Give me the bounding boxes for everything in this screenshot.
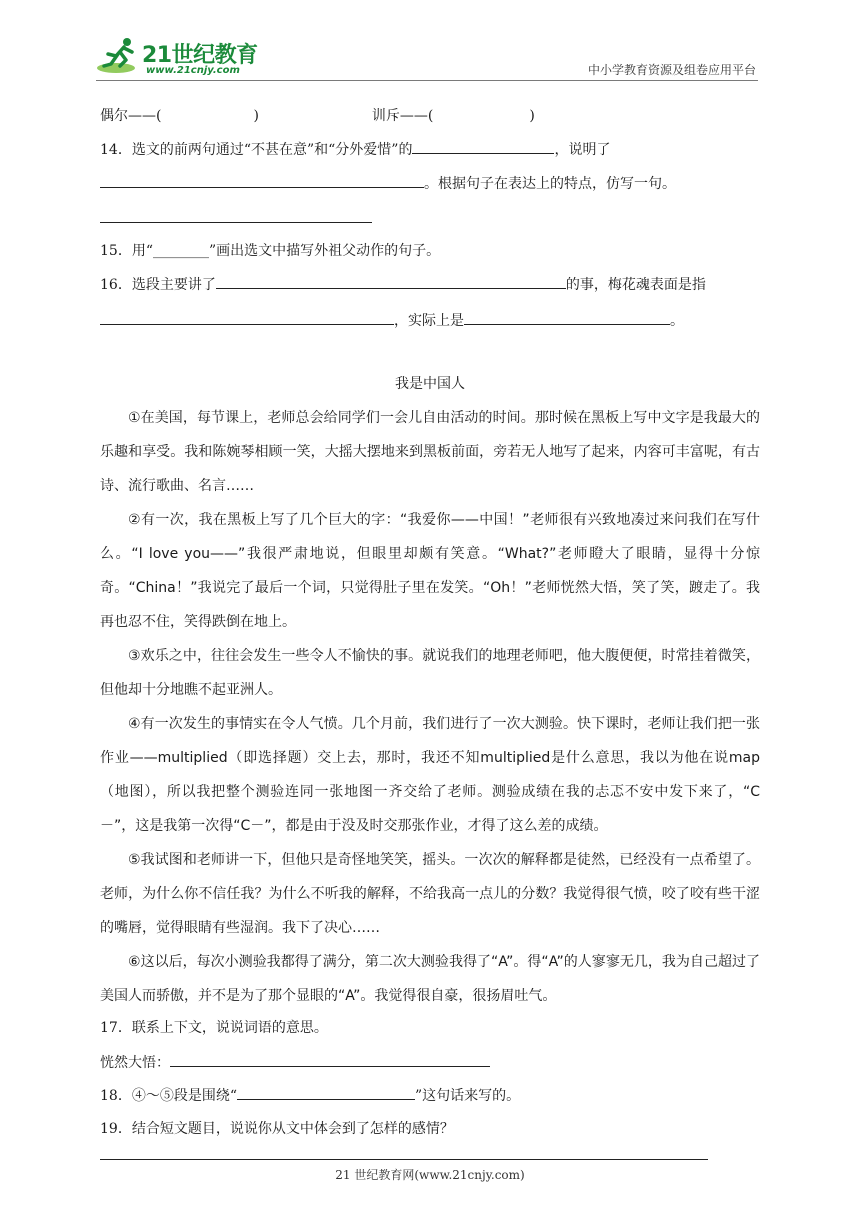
- question-16-blank-3[interactable]: [464, 310, 670, 325]
- question-18: [100, 1085, 520, 1106]
- passage-paragraph-5: ⑤我试图和老师讲一下，但他只是奇怪地笑笑，摇头。一次次的解释都是徒然，已经没有一点希望了。老师，为什么你不信任我？为什么不听我的解释，不给我高一点儿的分数？我觉得很气愤，咬了咬有些干涩的嘴唇，觉得眼睛有些湿润。我下了决心……: [100, 852, 760, 936]
- passage-paragraph-2: ②有一次，我在黑板上写了几个巨大的字：“我爱你——中国！”老师很有兴致地凑过来问我们在写什么。“I love you——”我很严肃地说，但眼里却颇有笑意。“What?”老师瞪大了眼睛，显得十分惊奇。“China！”我说完了最后一个词，只觉得肚子里在发笑。“Oh！”老师恍然大悟，笑了笑，踱走了。我再也忍不住，笑得跌倒在地上。: [100, 512, 760, 630]
- footer-divider: [100, 1159, 708, 1160]
- question-15-blank-marker: ________: [152, 243, 209, 259]
- question-18-blank[interactable]: [237, 1085, 415, 1100]
- question-14-text-3: 。根据句子在表达上的特点，仿写一句。: [424, 176, 676, 192]
- passage-paragraph-3: ③欢乐之中，往往会发生一些令人不愉快的事。就说我们的地理老师吧，他大腹便便，时常挂着微笑，但他却十分地瞧不起亚洲人。: [100, 648, 760, 698]
- page-footer: 21 世纪教育网(www.21cnjy.com): [335, 1168, 525, 1182]
- page-header: [96, 30, 758, 82]
- question-14-answer-line[interactable]: [100, 222, 372, 223]
- logo-url: www.21cnjy.com: [146, 65, 240, 76]
- question-19: 19．结合短文题目，说说你从文中体会到了怎样的感情？: [100, 1121, 454, 1137]
- question-16-line-2: [100, 310, 684, 331]
- vocab-close-1: ): [253, 108, 259, 124]
- question-18-text-2: ”这句话来写的。: [414, 1088, 521, 1104]
- question-14-text-2: ，说明了: [554, 142, 611, 158]
- question-14-blank-2[interactable]: [100, 173, 424, 188]
- header-divider: [96, 80, 758, 81]
- vocab-close-2: ): [529, 108, 535, 124]
- question-17-term: 恍然大悟：: [100, 1055, 170, 1071]
- question-14-line-2: [100, 173, 676, 194]
- question-16-blank-2[interactable]: [100, 310, 394, 325]
- platform-name: 中小学教育资源及组卷应用平台: [587, 63, 756, 77]
- vocab-word-2: 训斥——(: [371, 108, 434, 124]
- passage-paragraph-6: ⑥这以后，每次小测验我都得了满分，第二次大测验我得了“A”。得“A”的人寥寥无几，我为自己超过了美国人而骄傲，并不是为了那个显眼的“A”。我觉得很自豪，很扬眉吐气。: [100, 954, 760, 1004]
- running-figure-icon: [96, 36, 146, 76]
- question-16-blank-1[interactable]: [216, 274, 566, 289]
- question-17-blank[interactable]: [170, 1052, 490, 1067]
- question-16-text-3: ，实际上是: [394, 313, 464, 329]
- question-15: [100, 241, 440, 261]
- question-14-line-1: [100, 139, 610, 160]
- site-logo[interactable]: [96, 34, 266, 80]
- question-15-text-1: 15．用“: [100, 243, 153, 259]
- reading-passage: [100, 367, 760, 1013]
- question-14-blank-1[interactable]: [412, 139, 554, 154]
- question-17: 17．联系上下文，说说词语的意思。: [100, 1020, 328, 1036]
- vocab-word-1: 偶尔——(: [100, 108, 162, 124]
- question-14-text-1: 14．选文的前两句通过“不甚在意”和“分外爱惜”的: [100, 142, 413, 158]
- question-16-text-2: 的事，梅花魂表面是指: [565, 277, 706, 293]
- passage-paragraph-1: ①在美国，每节课上，老师总会给同学们一会儿自由活动的时间。那时候在黑板上写中文字是我最大的乐趣和享受。我和陈婉琴相顾一笑，大摇大摆地来到黑板前面，旁若无人地写了起来，内容可丰富呢，有古诗、流行歌曲、名言……: [100, 410, 760, 494]
- question-15-text-2: ”画出选文中描写外祖父动作的句子。: [208, 243, 441, 259]
- question-16-text-1: 16．选段主要讲了: [100, 277, 216, 293]
- passage-title: 我是中国人: [395, 376, 465, 392]
- question-18-text-1: 18．④～⑤段是围绕“: [100, 1088, 237, 1104]
- passage-paragraph-4: ④有一次发生的事情实在令人气愤。几个月前，我们进行了一次大测验。快下课时，老师让我们把一张作业——multiplied（即选择题）交上去，那时，我还不知multiplied是什么意思，我以为他在说map（地图），所以我把整个测验连同一张地图一齐交给了老师。测验成绩在我的忐忑不安中发下来了，“C－”，这是我第一次得“C－”，都是由于没及时交那张作业，才得了这么差的成绩。: [100, 716, 760, 834]
- question-16-text-4: 。: [670, 313, 684, 329]
- logo-text: 21世纪教育: [142, 43, 258, 68]
- question-16-line-1: [100, 274, 706, 295]
- vocab-line: [100, 106, 535, 126]
- question-17-answer-line: [100, 1052, 490, 1073]
